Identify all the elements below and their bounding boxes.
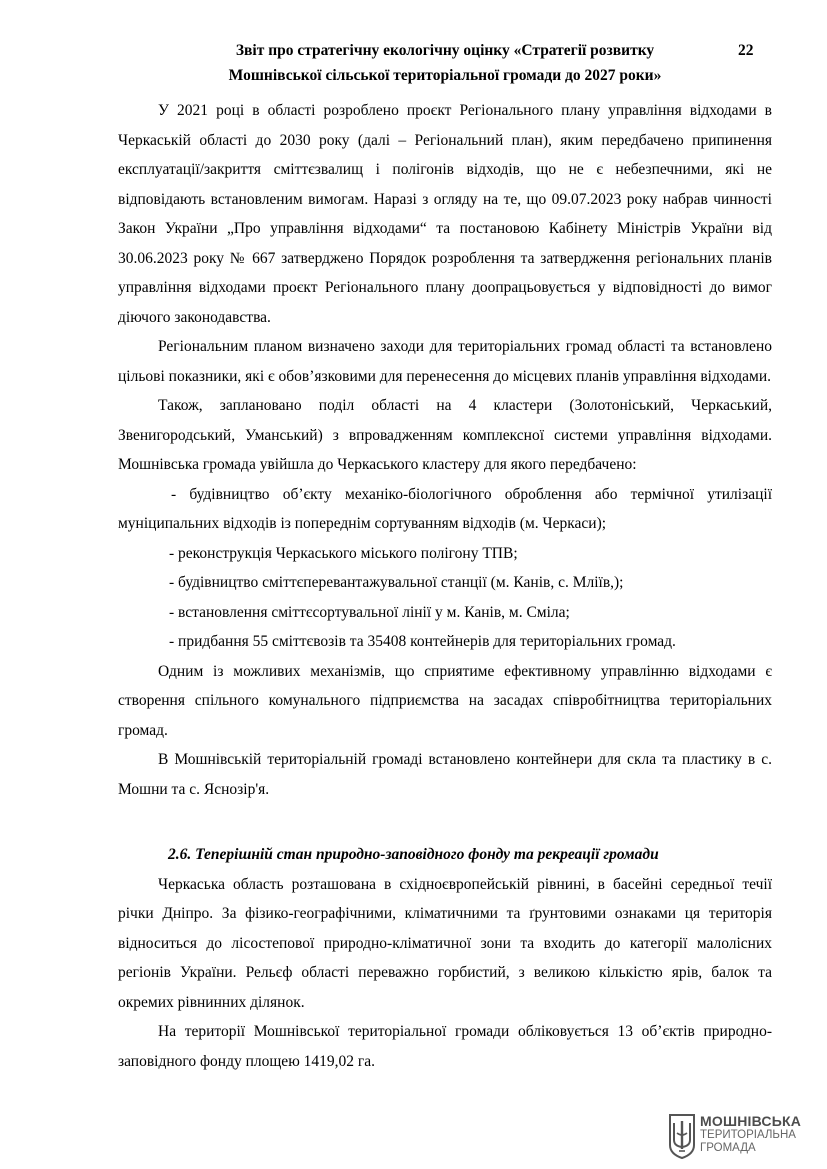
list-item-sorting-line: - встановлення сміттєсортувальної лінії у м. Канів, м. Сміла; <box>169 603 570 621</box>
paragraph-clusters: Також, заплановано поділ області на 4 кластери (Золотоніський, Черкаський, Звенигородський, Уманський) з впровадженням комплексної системи управління відходами. Мошнівська громада увійшла до Черкаського кластеру для якого передбачено: <box>118 397 772 473</box>
paragraph-communal-enterprise: Одним із можливих механізмів, що сприятиме ефективному управлінню відходами є створення спільного комунального підприємства на засадах співробітництва територіальних громад. <box>118 662 772 739</box>
header-title-line-2: Мошнівської сільської територіальної громади до 2027 роки» <box>228 67 662 84</box>
community-logo <box>668 1113 813 1161</box>
list-item-transfer-station: - будівництво сміттєперевантажувальної станції (м. Канів, с. Мліїв,); <box>169 574 624 591</box>
document-body <box>118 96 772 1076</box>
logo-line-2: ТЕРИТОРІАЛЬНА <box>700 1129 796 1141</box>
document-header <box>150 38 740 88</box>
list-item-garbage-trucks: - придбання 55 сміттєвозів та 35408 контейнерів для територіальних громад. <box>169 633 676 650</box>
paragraph-nature-reserve: На території Мошнівської територіальної громади обліковується 13 об’єктів природно-заповідного фонду площею 1419,02 га. <box>118 1023 772 1070</box>
page-number: 22 <box>738 42 754 59</box>
list-item-bio-treatment: - будівництво об’єкту механіко-біологічного оброблення або термічної утилізації муніципальних відходів із попереднім сортуванням відходів (м. Черкаси); <box>118 485 772 532</box>
paragraph-geography: Черкаська область розташована в східноєвропейській рівнині, в басейні середньої течії річки Дніпро. За фізико-географічними, кліматичними та ґрунтовими ознаками ця територія відноситься до лісостепової природно-кліматичної зони та входить до категорії малолісних регіонів України. Рельєф області переважно горбистий, з великою кількістю ярів, балок та окремих рівнинних ділянок. <box>118 875 772 1011</box>
paragraph-targets: Регіональним планом визначено заходи для територіальних громад області та встановлено цільові показники, які є обов’язковими для перенесення до місцевих планів управління відходами. <box>118 338 772 385</box>
header-title-line-1: Звіт про стратегічну екологічну оцінку «Стратегії розвитку <box>235 42 655 59</box>
logo-line-3: ГРОМАДА <box>700 1142 756 1154</box>
paragraph-regional-plan: У 2021 році в області розроблено проєкт Регіонального плану управління відходами в Черкаській області до 2030 року (далі – Регіональний план), яким передбачено припинення експлуатації/закриття сміттєзвалищ і полігонів відходів, що не є небезпечними, які не відповідають встановленим вимогам. Наразі з огляду на те, що 09.07.2023 року набрав чинності Закон України „Про управління відходами“ та постановою Кабінету Міністрів України від 30.06.2023 року № 667 затверджено Порядок розроблення та затвердження регіональних планів управління відходами проєкт Регіонального плану доопрацьовується у відповідності до вимог діючого законодавства. <box>118 102 772 326</box>
section-heading: 2.6. Теперішній стан природно-заповідного фонду та рекреації громади <box>168 846 659 863</box>
paragraph-containers: В Мошнівській територіальній громаді встановлено контейнери для скла та пластику в с. Мошни та с. Яснозір'я. <box>118 751 772 798</box>
logo-text <box>700 1114 801 1155</box>
trident-emblem-icon <box>668 1113 696 1159</box>
logo-line-1: МОШНІВСЬКА <box>700 1113 802 1129</box>
list-item-landfill-reconstruction: - реконструкція Черкаського міського полігону ТПВ; <box>169 544 518 562</box>
